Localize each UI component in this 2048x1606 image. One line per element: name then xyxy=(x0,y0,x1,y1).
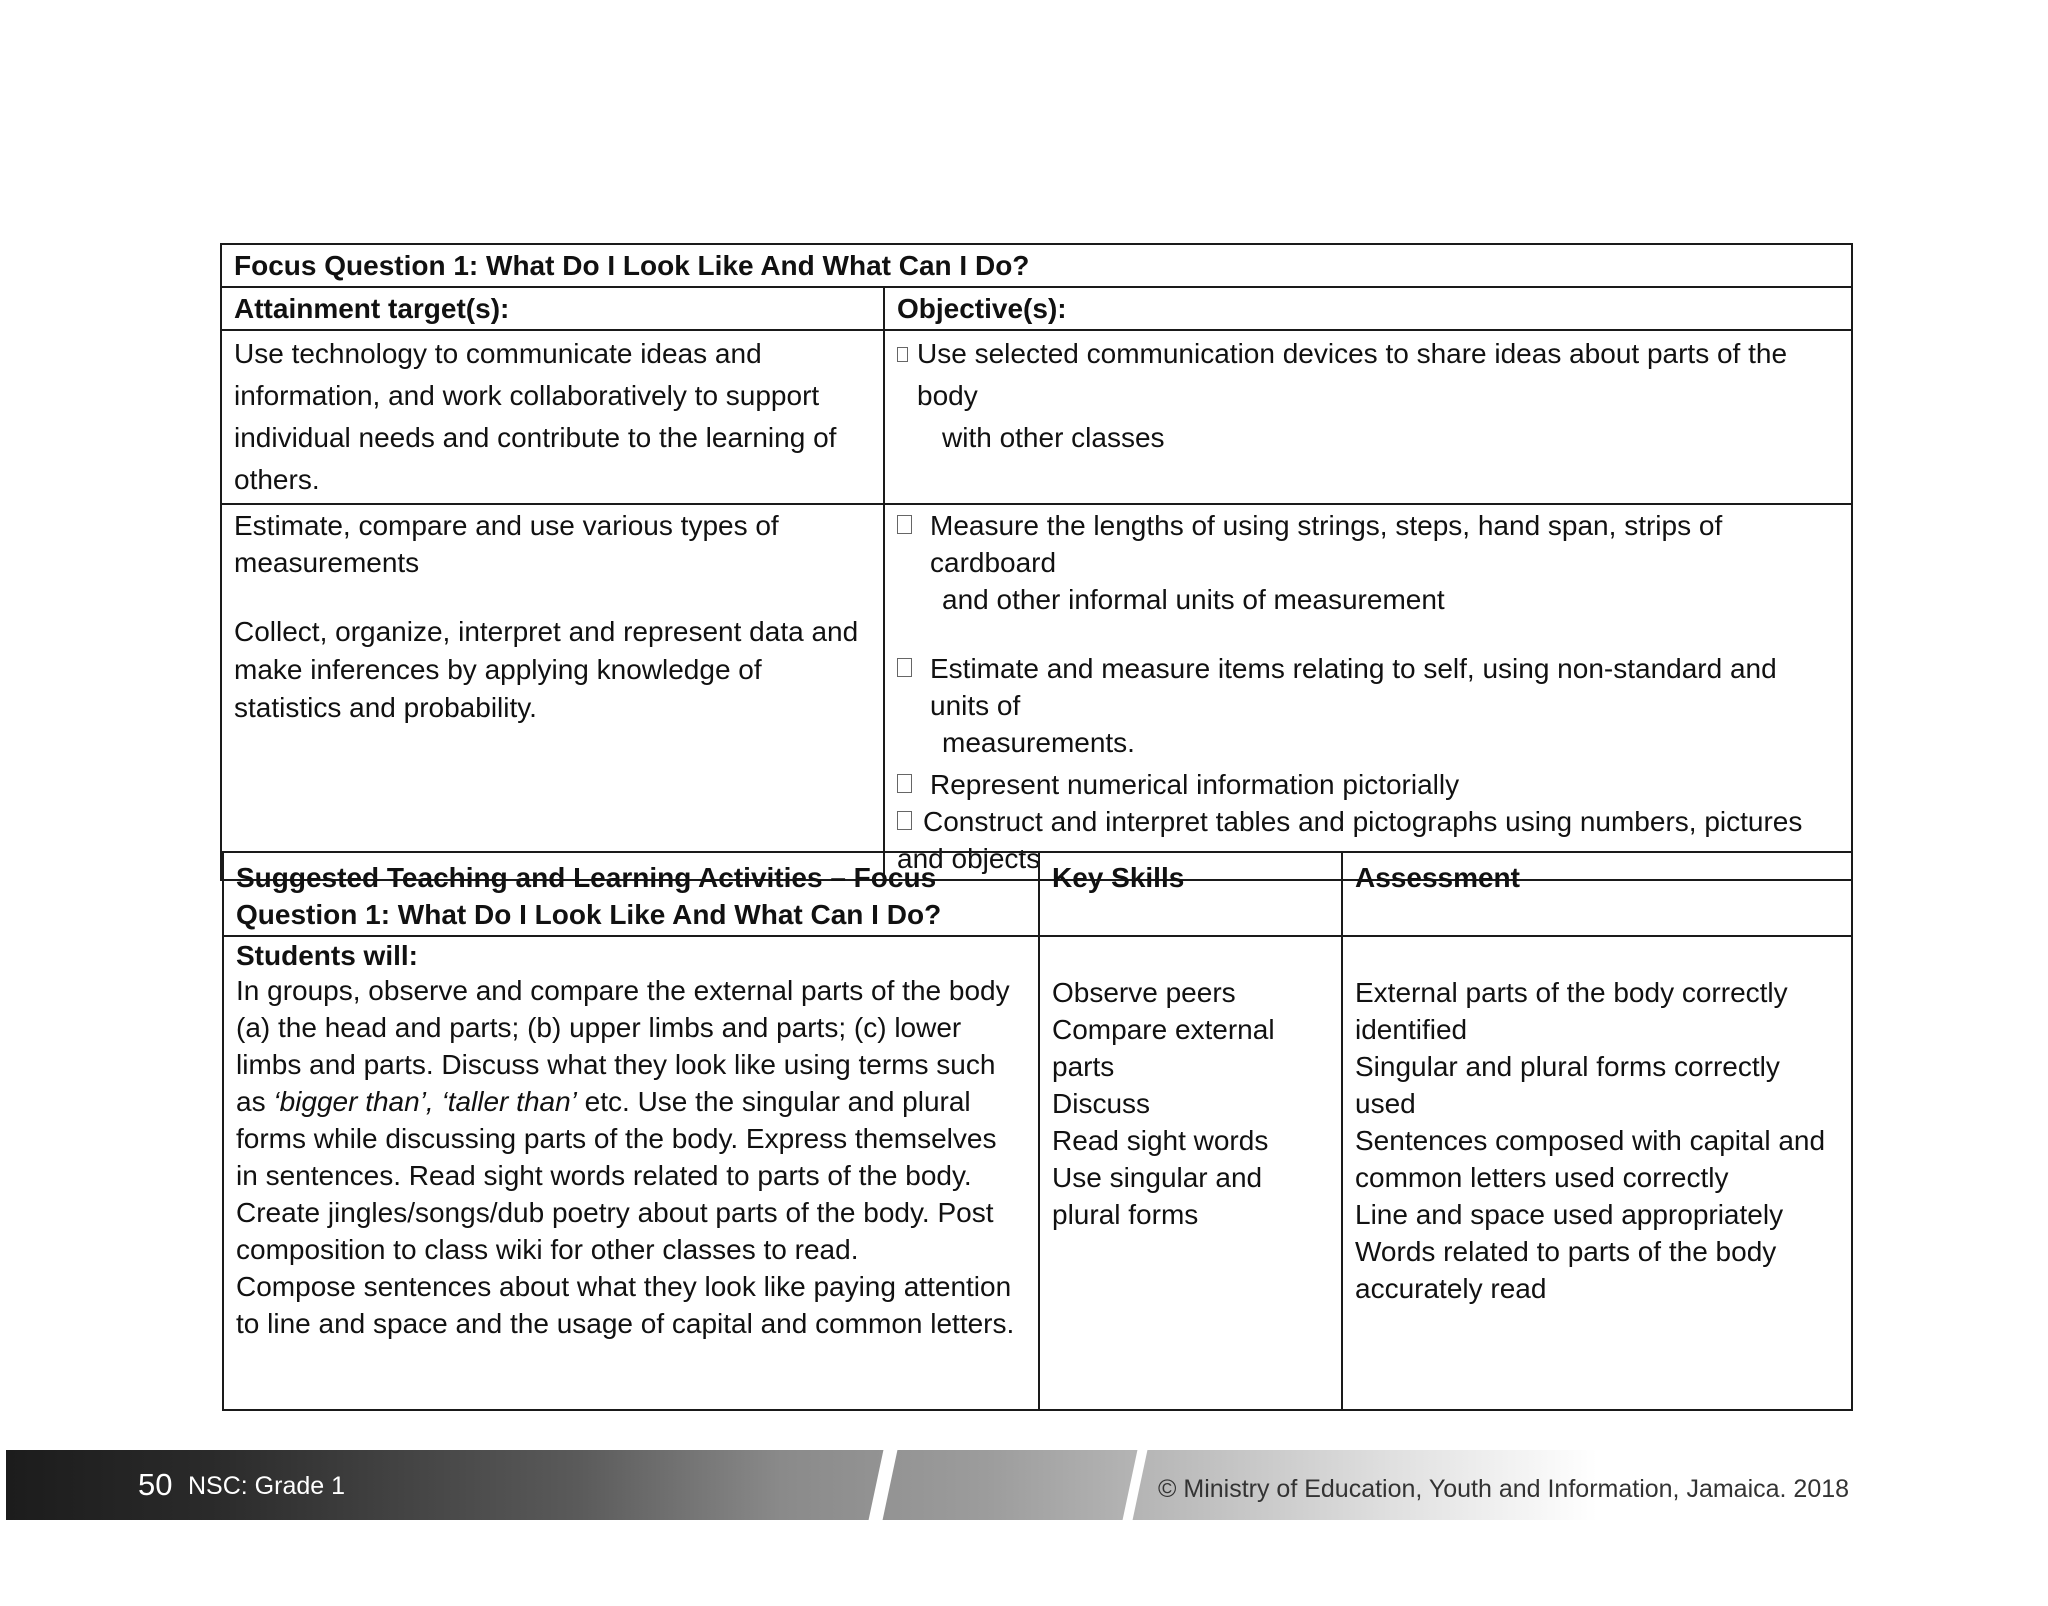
bullet-box-icon xyxy=(897,774,912,793)
activity-paragraph: Compose sentences about what they look like paying attention to line and space and the usage of capital and common letters. xyxy=(236,1271,1015,1339)
objective-item: Measure the lengths of using strings, steps, hand span, strips of cardboard xyxy=(897,507,1839,581)
key-skills-cell xyxy=(1039,936,1342,1410)
key-skill-item: Discuss xyxy=(1052,1088,1151,1119)
assessment-item: External parts of the body correctly identified xyxy=(1355,977,1788,1045)
objective-cell xyxy=(884,504,1852,880)
page-number: 50 xyxy=(138,1467,173,1502)
focus-question-table xyxy=(220,243,1853,881)
page-footer xyxy=(6,1450,2046,1520)
objective-item: Estimate and measure items relating to self, using non-standard and units of xyxy=(897,650,1839,724)
bullet-box-icon xyxy=(897,347,908,362)
objective-item: Use selected communication devices to share ideas about parts of the body xyxy=(897,333,1839,417)
attainment-target-text: Use technology to communicate ideas and information, and work collaboratively to support individual needs and contribute to the learning of others. xyxy=(234,338,837,495)
assessment-header: Assessment xyxy=(1342,852,1852,936)
activity-paragraph: In groups, observe and compare the external parts of the body (a) the head and parts; (b) upper limbs and parts; (c) lower limbs and parts. Discuss what they look like using terms such as ‘bigger than’, ‘taller than’ etc. Use the singular and plural forms while discussing parts of the body. Express themselves in sentences. Read sight words related to parts of the body. Create jingles/songs/dub poetry about parts of the body. Post composition to class wiki for other classes to read. xyxy=(236,975,1010,1265)
objective-continuation: and other informal units of measurement xyxy=(942,584,1445,615)
key-skill-item: Observe peers xyxy=(1052,977,1236,1008)
key-skill-item: Use singular and plural forms xyxy=(1052,1162,1263,1230)
bullet-box-icon xyxy=(897,515,912,534)
objective-item: Construct and interpret tables and pictographs using numbers, pictures and objects xyxy=(897,806,1803,874)
objective-continuation: measurements. xyxy=(942,727,1135,758)
bullet-box-icon xyxy=(897,658,912,677)
students-will-label: Students will: xyxy=(236,940,418,971)
objective-cell xyxy=(884,330,1852,504)
copyright-notice: © Ministry of Education, Youth and Information, Jamaica. 2018 xyxy=(1158,1475,1850,1503)
objective-item: Represent numerical information pictorially xyxy=(897,766,1839,803)
objectives-header: Objective(s): xyxy=(884,287,1852,330)
attainment-target-cell xyxy=(221,330,884,504)
assessment-item: Singular and plural forms correctly used xyxy=(1355,1051,1780,1119)
assessment-item: Sentences composed with capital and common letters used correctly xyxy=(1355,1125,1826,1193)
grade-label: NSC: Grade 1 xyxy=(188,1472,346,1500)
key-skills-header: Key Skills xyxy=(1039,852,1342,936)
assessment-cell xyxy=(1342,936,1852,1410)
attainment-target-text: Estimate, compare and use various types of measurements xyxy=(234,510,779,578)
activities-table xyxy=(222,851,1853,1411)
key-skill-item: Read sight words xyxy=(1052,1125,1269,1156)
assessment-item: Words related to parts of the body accurately read xyxy=(1355,1236,1777,1304)
attainment-target-text: Collect, organize, interpret and represent data and make inferences by applying knowledge of statistics and probability. xyxy=(234,616,859,723)
attainment-target-header: Attainment target(s): xyxy=(221,287,884,330)
bullet-box-icon xyxy=(897,811,912,830)
key-skill-item: Compare external parts xyxy=(1052,1014,1275,1082)
activities-header: Suggested Teaching and Learning Activities – Focus Question 1: What Do I Look Like And What Can I Do? xyxy=(223,852,1039,936)
focus-question-title: Focus Question 1: What Do I Look Like And What Can I Do? xyxy=(221,244,1852,287)
activities-cell xyxy=(223,936,1039,1410)
objective-continuation: with other classes xyxy=(942,422,1165,453)
assessment-item: Line and space used appropriately xyxy=(1355,1199,1784,1230)
attainment-target-cell xyxy=(221,504,884,880)
